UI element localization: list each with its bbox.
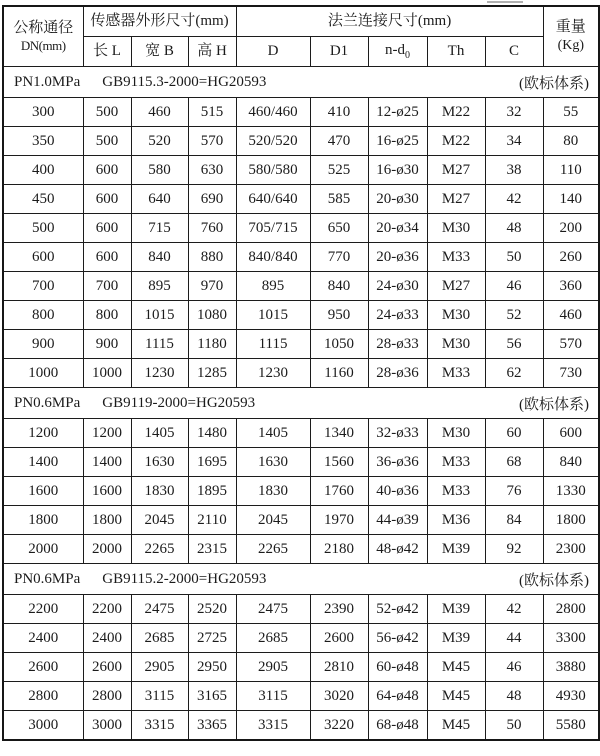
cell-n-d0: 20-ø36: [368, 243, 427, 272]
header-c: C: [485, 37, 543, 67]
cell-length-l: 2200: [83, 595, 131, 624]
cell-weight: 460: [543, 301, 599, 330]
cell-d1: 3020: [310, 682, 368, 711]
data-row: [3, 477, 599, 506]
cell-width-b: 1405: [131, 419, 188, 448]
cell-c: 50: [485, 243, 543, 272]
data-row: [3, 359, 599, 388]
data-row: [3, 595, 599, 624]
data-row: [3, 448, 599, 477]
cell-d: 3115: [236, 682, 310, 711]
cell-th: M36: [427, 506, 485, 535]
section-standard: GB9115.3-2000=HG20593: [102, 73, 267, 90]
cell-length-l: 1800: [83, 506, 131, 535]
cell-d: 2685: [236, 624, 310, 653]
cell-n-d0: 52-ø42: [368, 595, 427, 624]
cell-d1: 525: [310, 156, 368, 185]
cell-weight: 840: [543, 448, 599, 477]
cell-d1: 1050: [310, 330, 368, 359]
data-row: [3, 535, 599, 564]
cell-width-b: 1115: [131, 330, 188, 359]
cell-dn: 1000: [3, 359, 83, 388]
cell-weight: 140: [543, 185, 599, 214]
section-note: (欧标体系): [519, 75, 590, 92]
cell-weight: 200: [543, 214, 599, 243]
cell-c: 46: [485, 653, 543, 682]
header-sensor-dimensions-group: 传感器外形尺寸(mm): [83, 6, 236, 37]
cell-d: 460/460: [236, 98, 310, 127]
cell-c: 84: [485, 506, 543, 535]
cell-d1: 950: [310, 301, 368, 330]
cell-d1: 840: [310, 272, 368, 301]
cell-c: 42: [485, 185, 543, 214]
cell-dn: 3000: [3, 711, 83, 741]
cell-height-h: 970: [188, 272, 236, 301]
cell-height-h: 2110: [188, 506, 236, 535]
header-th: Th: [427, 37, 485, 67]
header-nominal-diameter-cn: 公称通径: [13, 20, 74, 36]
cell-dn: 1200: [3, 419, 83, 448]
cell-width-b: 1830: [131, 477, 188, 506]
cell-n-d0: 24-ø33: [368, 301, 427, 330]
cell-d: 1115: [236, 330, 310, 359]
header-flange-dimensions-group: 法兰连接尺寸(mm): [236, 6, 543, 37]
cell-weight: 260: [543, 243, 599, 272]
cell-d1: 1970: [310, 506, 368, 535]
cell-length-l: 3000: [83, 711, 131, 741]
cell-c: 32: [485, 98, 543, 127]
cell-weight: 1800: [543, 506, 599, 535]
data-row: [3, 243, 599, 272]
cell-th: M45: [427, 711, 485, 741]
cell-d: 895: [236, 272, 310, 301]
cell-dn: 1400: [3, 448, 83, 477]
cell-c: 48: [485, 214, 543, 243]
cell-d: 1015: [236, 301, 310, 330]
data-row: [3, 185, 599, 214]
cell-d1: 1560: [310, 448, 368, 477]
cell-weight: 110: [543, 156, 599, 185]
section-pressure-rating: PN1.0MPa: [14, 73, 81, 90]
cell-th: M33: [427, 359, 485, 388]
cell-length-l: 1200: [83, 419, 131, 448]
header-weight: [543, 6, 599, 67]
cell-dn: 2400: [3, 624, 83, 653]
cell-width-b: 520: [131, 127, 188, 156]
cell-length-l: 2400: [83, 624, 131, 653]
cell-length-l: 2800: [83, 682, 131, 711]
cell-c: 48: [485, 682, 543, 711]
cell-d1: 470: [310, 127, 368, 156]
cell-width-b: 2265: [131, 535, 188, 564]
cell-d1: 2810: [310, 653, 368, 682]
cell-height-h: 760: [188, 214, 236, 243]
cell-n-d0: 48-ø42: [368, 535, 427, 564]
section-header-row: [3, 67, 599, 98]
section-header-cell: [3, 564, 599, 595]
cell-d: 3315: [236, 711, 310, 741]
cell-n-d0: 68-ø48: [368, 711, 427, 741]
cell-n-d0: 40-ø36: [368, 477, 427, 506]
cell-width-b: 2905: [131, 653, 188, 682]
cell-width-b: 2475: [131, 595, 188, 624]
header-length-l: 长 L: [83, 37, 131, 67]
cell-d: 2265: [236, 535, 310, 564]
cell-d1: 410: [310, 98, 368, 127]
cell-dn: 500: [3, 214, 83, 243]
cell-length-l: 600: [83, 214, 131, 243]
cell-length-l: 1600: [83, 477, 131, 506]
section-note: (欧标体系): [519, 396, 590, 413]
table-body: [3, 67, 599, 741]
cell-c: 44: [485, 624, 543, 653]
data-row: [3, 653, 599, 682]
cell-length-l: 600: [83, 156, 131, 185]
cell-n-d0: 20-ø30: [368, 185, 427, 214]
cell-dn: 2600: [3, 653, 83, 682]
cell-weight: 4930: [543, 682, 599, 711]
cell-th: M27: [427, 185, 485, 214]
header-weight-unit: (Kg): [557, 38, 585, 54]
cell-d: 580/580: [236, 156, 310, 185]
cell-height-h: 515: [188, 98, 236, 127]
cell-dn: 2000: [3, 535, 83, 564]
cell-th: M33: [427, 448, 485, 477]
cell-weight: 3880: [543, 653, 599, 682]
cell-weight: 600: [543, 419, 599, 448]
cell-d1: 650: [310, 214, 368, 243]
cell-d1: 1760: [310, 477, 368, 506]
cell-height-h: 880: [188, 243, 236, 272]
cell-n-d0: 64-ø48: [368, 682, 427, 711]
cell-c: 92: [485, 535, 543, 564]
cell-dn: 900: [3, 330, 83, 359]
cell-dn: 1800: [3, 506, 83, 535]
cell-th: M33: [427, 477, 485, 506]
header-nominal-diameter-unit: DN(mm): [20, 37, 66, 53]
section-pressure-rating: PN0.6MPa: [14, 394, 81, 411]
cell-weight: 730: [543, 359, 599, 388]
cell-dn: 700: [3, 272, 83, 301]
cell-weight: 360: [543, 272, 599, 301]
data-row: [3, 682, 599, 711]
cell-weight: 55: [543, 98, 599, 127]
cell-n-d0: 60-ø48: [368, 653, 427, 682]
cell-height-h: 2950: [188, 653, 236, 682]
flange-dimension-table: [2, 5, 600, 741]
header-height-h: 高 H: [188, 37, 236, 67]
cell-n-d0: 36-ø36: [368, 448, 427, 477]
section-standard: GB9119-2000=HG20593: [102, 394, 256, 411]
cell-dn: 600: [3, 243, 83, 272]
cell-th: M27: [427, 272, 485, 301]
cell-c: 50: [485, 711, 543, 741]
cell-height-h: 630: [188, 156, 236, 185]
cell-height-h: 1480: [188, 419, 236, 448]
cell-d: 840/840: [236, 243, 310, 272]
cell-height-h: 1080: [188, 301, 236, 330]
cell-height-h: 2725: [188, 624, 236, 653]
cell-dn: 350: [3, 127, 83, 156]
cell-c: 56: [485, 330, 543, 359]
cell-n-d0: 28-ø36: [368, 359, 427, 388]
cell-n-d0: 28-ø33: [368, 330, 427, 359]
cell-th: M39: [427, 595, 485, 624]
cell-weight: 570: [543, 330, 599, 359]
header-n-d0: [368, 37, 427, 67]
cell-width-b: 3115: [131, 682, 188, 711]
cell-length-l: 700: [83, 272, 131, 301]
cell-length-l: 2600: [83, 653, 131, 682]
cell-length-l: 1400: [83, 448, 131, 477]
section-pressure-rating: PN0.6MPa: [14, 570, 81, 587]
cell-dn: 2800: [3, 682, 83, 711]
cell-dn: 300: [3, 98, 83, 127]
header-weight-cn: 重量: [555, 19, 586, 36]
data-row: [3, 301, 599, 330]
cell-width-b: 895: [131, 272, 188, 301]
cell-height-h: 2315: [188, 535, 236, 564]
cell-th: M30: [427, 301, 485, 330]
cell-height-h: 1180: [188, 330, 236, 359]
cell-th: M30: [427, 214, 485, 243]
data-row: [3, 214, 599, 243]
cell-th: M30: [427, 330, 485, 359]
cell-d1: 2180: [310, 535, 368, 564]
cell-th: M22: [427, 127, 485, 156]
cell-length-l: 600: [83, 243, 131, 272]
data-row: [3, 330, 599, 359]
header-nominal-diameter: [3, 6, 83, 67]
cell-n-d0: 20-ø34: [368, 214, 427, 243]
cell-width-b: 1015: [131, 301, 188, 330]
cell-weight: 80: [543, 127, 599, 156]
data-row: [3, 98, 599, 127]
cell-n-d0: 24-ø30: [368, 272, 427, 301]
cell-length-l: 500: [83, 98, 131, 127]
cell-th: M33: [427, 243, 485, 272]
cell-n-d0: 12-ø25: [368, 98, 427, 127]
cell-d: 2045: [236, 506, 310, 535]
header-d: D: [236, 37, 310, 67]
cell-dn: 400: [3, 156, 83, 185]
cell-th: M22: [427, 98, 485, 127]
cell-c: 34: [485, 127, 543, 156]
scan-artifact: [487, 1, 523, 3]
cell-width-b: 1230: [131, 359, 188, 388]
cell-c: 46: [485, 272, 543, 301]
cell-length-l: 600: [83, 185, 131, 214]
cell-height-h: 690: [188, 185, 236, 214]
spec-document-page: [2, 5, 598, 741]
cell-c: 42: [485, 595, 543, 624]
header-n-d0-subscript: 0: [405, 49, 411, 61]
cell-width-b: 1630: [131, 448, 188, 477]
cell-n-d0: 56-ø42: [368, 624, 427, 653]
cell-th: M27: [427, 156, 485, 185]
cell-th: M39: [427, 535, 485, 564]
cell-weight: 2300: [543, 535, 599, 564]
cell-c: 52: [485, 301, 543, 330]
section-header-row: [3, 388, 599, 419]
cell-d: 705/715: [236, 214, 310, 243]
data-row: [3, 506, 599, 535]
cell-d1: 2600: [310, 624, 368, 653]
cell-d: 1405: [236, 419, 310, 448]
cell-c: 76: [485, 477, 543, 506]
cell-d1: 3220: [310, 711, 368, 741]
header-width-b: 宽 B: [131, 37, 188, 67]
cell-th: M45: [427, 653, 485, 682]
cell-width-b: 840: [131, 243, 188, 272]
cell-height-h: 2520: [188, 595, 236, 624]
cell-dn: 2200: [3, 595, 83, 624]
cell-width-b: 580: [131, 156, 188, 185]
cell-height-h: 3165: [188, 682, 236, 711]
cell-length-l: 500: [83, 127, 131, 156]
section-standard: GB9115.2-2000=HG20593: [102, 570, 267, 587]
cell-width-b: 2685: [131, 624, 188, 653]
cell-length-l: 900: [83, 330, 131, 359]
data-row: [3, 156, 599, 185]
data-row: [3, 711, 599, 741]
cell-weight: 5580: [543, 711, 599, 741]
data-row: [3, 127, 599, 156]
cell-length-l: 2000: [83, 535, 131, 564]
cell-d: 1830: [236, 477, 310, 506]
cell-th: M30: [427, 419, 485, 448]
cell-d1: 1160: [310, 359, 368, 388]
cell-height-h: 1695: [188, 448, 236, 477]
cell-width-b: 460: [131, 98, 188, 127]
cell-th: M45: [427, 682, 485, 711]
cell-height-h: 1895: [188, 477, 236, 506]
cell-d: 2905: [236, 653, 310, 682]
cell-d: 640/640: [236, 185, 310, 214]
data-row: [3, 419, 599, 448]
cell-width-b: 2045: [131, 506, 188, 535]
cell-n-d0: 44-ø39: [368, 506, 427, 535]
cell-width-b: 640: [131, 185, 188, 214]
cell-n-d0: 16-ø30: [368, 156, 427, 185]
cell-dn: 450: [3, 185, 83, 214]
cell-d1: 585: [310, 185, 368, 214]
cell-height-h: 1285: [188, 359, 236, 388]
cell-height-h: 3365: [188, 711, 236, 741]
cell-d: 1230: [236, 359, 310, 388]
cell-length-l: 800: [83, 301, 131, 330]
cell-dn: 800: [3, 301, 83, 330]
cell-d: 1630: [236, 448, 310, 477]
cell-n-d0: 16-ø25: [368, 127, 427, 156]
cell-dn: 1600: [3, 477, 83, 506]
data-row: [3, 272, 599, 301]
header-n-d0-main: n-d: [385, 41, 406, 58]
cell-d: 520/520: [236, 127, 310, 156]
cell-d1: 2390: [310, 595, 368, 624]
data-row: [3, 624, 599, 653]
cell-c: 62: [485, 359, 543, 388]
cell-n-d0: 32-ø33: [368, 419, 427, 448]
cell-height-h: 570: [188, 127, 236, 156]
cell-c: 60: [485, 419, 543, 448]
cell-th: M39: [427, 624, 485, 653]
cell-c: 68: [485, 448, 543, 477]
cell-width-b: 3315: [131, 711, 188, 741]
cell-width-b: 715: [131, 214, 188, 243]
cell-weight: 2800: [543, 595, 599, 624]
cell-d: 2475: [236, 595, 310, 624]
cell-c: 38: [485, 156, 543, 185]
section-header-row: [3, 564, 599, 595]
section-note: (欧标体系): [519, 572, 590, 589]
cell-length-l: 1000: [83, 359, 131, 388]
section-header-cell: [3, 67, 599, 98]
cell-weight: 1330: [543, 477, 599, 506]
header-d1: D1: [310, 37, 368, 67]
cell-d1: 770: [310, 243, 368, 272]
cell-weight: 3300: [543, 624, 599, 653]
section-header-cell: [3, 388, 599, 419]
cell-d1: 1340: [310, 419, 368, 448]
